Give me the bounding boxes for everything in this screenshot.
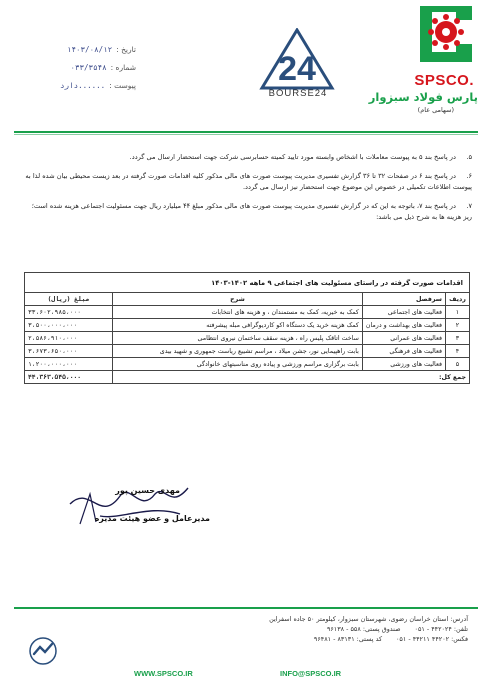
paragraph-text: در پاسخ بند ۶ در صفحات ۳۲ تا ۳۶ گزارش تفسیری مدیریت پیوست صورت های مالی مذکور کلیه اقدامات صورت گرفته در بعد زیست محیطی بیان شده لذا به پیوست اطلاعات تکمیلی در خصوص این موضوع جهت استحضار نیز ارسال می گردد. <box>25 172 472 191</box>
footer-postal-code: کد پستی: ۸۳۱۳۱ - ۹۶۴۸۱ <box>313 635 382 643</box>
table-row <box>25 358 470 371</box>
table-row <box>25 332 470 345</box>
footer-divider <box>14 607 478 609</box>
row-topic: فعالیت های بهداشت و درمان <box>362 319 445 332</box>
table-header-row <box>25 293 470 306</box>
paragraph-number: ۶. <box>466 172 472 180</box>
svg-text:24: 24 <box>278 50 316 88</box>
table-row <box>25 319 470 332</box>
paragraph-number: ۷. <box>466 202 472 210</box>
footer-brand-icon <box>28 636 58 666</box>
spsco-logo-icon <box>414 2 478 66</box>
table-row <box>25 306 470 319</box>
paragraph-7 <box>24 201 472 223</box>
row-idx: ۳ <box>446 332 470 345</box>
bourse24-logo-icon <box>258 28 336 90</box>
paragraph-text: در پاسخ بند ۷، باتوجه به این که در گزارش تفسیری مدیریت پیوست صورت های مالی مذکور مبلغ ۴۴ میلیارد ریال جهت مسئولیت اجتماعی هزینه شده است؛ ریز هزینه ها به شرح ذیل می باشد: <box>31 202 472 221</box>
spsco-subtitle: (سهامی عام) <box>417 106 454 114</box>
footer-website-link[interactable]: WWW.SPSCO.IR <box>134 669 193 678</box>
footer-phone: تلفن: ۴۴۲۰۲۴ - ۰۵۱ <box>414 625 468 633</box>
row-amount: ۳،۵۰۰،۰۰۰،۰۰۰ <box>25 319 113 332</box>
row-idx: ۴ <box>446 345 470 358</box>
row-topic: فعالیت های فرهنگی <box>362 345 445 358</box>
spsco-name-en: SPSCO. <box>414 72 474 89</box>
header-divider-thin <box>14 134 478 135</box>
csr-table-wrapper <box>24 272 470 384</box>
footer-address: آدرس: استان خراسان رضوی، شهرستان سبزوار، کیلومتر ۵۰ جاده اسفراین <box>269 615 468 623</box>
footer-fax: فکس: ۴۴۲۰۲ ۴۴۲۱۱ - ۰۵۱ <box>396 635 468 643</box>
bourse24-logo-text: BOURSE24 <box>268 88 328 99</box>
letter-body <box>24 152 472 231</box>
table-total-row <box>25 371 470 384</box>
letter-header <box>0 0 492 130</box>
spsco-name-fa: پارس فولاد سبزوار <box>368 90 478 104</box>
letter-meta <box>36 40 136 94</box>
header-idx: ردیف <box>446 293 470 306</box>
row-desc: بابت برگزاری مراسم ورزشی و پیاده روی مناسبتهای خانوادگی <box>113 358 363 371</box>
row-topic: فعالیت های عمرانی <box>362 332 445 345</box>
table-row <box>25 345 470 358</box>
footer-po-box: صندوق پستی: ۵۵۸ - ۹۶۱۳۸ <box>326 625 401 633</box>
total-value: ۴۴،۳۶۳،۵۴۵،۰۰۰ <box>25 371 113 384</box>
row-desc: کمک به خیریه، کمک به مستمندان ، و هزینه های انتخابات <box>113 306 363 319</box>
footer-email-link[interactable]: INFO@SPSCO.IR <box>280 669 342 678</box>
row-amount: ۳۳،۶۰۲،۹۸۵،۰۰۰ <box>25 306 113 319</box>
row-topic: فعالیت های اجتماعی <box>362 306 445 319</box>
footer-fax-row <box>208 634 468 644</box>
meta-number-value: ۰۳۳/۳۵۴۸ <box>70 62 107 72</box>
meta-number-label: شماره : <box>110 62 136 72</box>
meta-date-value: ۱۴۰۳/۰۸/۱۲ <box>67 44 113 54</box>
footer-address-block <box>208 614 468 644</box>
footer-contact-bar <box>0 666 492 682</box>
signature-block <box>60 474 210 544</box>
header-divider <box>14 131 478 133</box>
row-desc: ساخت اتاقک پلیس راه ، هزینه سقف ساختمان نیروی انتظامی <box>113 332 363 345</box>
meta-attachment-value: ......دارد <box>60 80 106 90</box>
meta-date-row <box>36 40 136 58</box>
meta-attachment-row <box>36 76 136 94</box>
row-idx: ۱ <box>446 306 470 319</box>
signatory-role: مدیرعامل و عضو هیئت مدیره <box>94 514 210 523</box>
signature-scribble-icon <box>60 474 210 534</box>
paragraph-text: در پاسخ بند ۵ به پیوست معاملات با اشخاص وابسته مورد تایید کمیته حسابرسی شرکت جهت استحضار ارسال می گردد. <box>129 153 456 161</box>
row-desc: کمک هزینه خرید یک دستگاه اکو کاردیوگرافی مبله پیشرفته <box>113 319 363 332</box>
paragraph-5 <box>24 152 472 163</box>
row-amount: ۳،۶۷۳،۶۵۰،۰۰۰ <box>25 345 113 358</box>
total-label: جمع کل: <box>113 371 470 384</box>
row-topic: فعالیت های ورزشی <box>362 358 445 371</box>
paragraph-number: ۵. <box>466 153 472 161</box>
row-idx: ۵ <box>446 358 470 371</box>
csr-table <box>24 272 470 384</box>
signatory-name: مهدی حسین پور <box>115 486 180 495</box>
header-topic: سرفصل <box>362 293 445 306</box>
paragraph-6 <box>24 171 472 193</box>
row-amount: ۲،۵۸۶،۹۱۰،۰۰۰ <box>25 332 113 345</box>
footer-phone-row <box>208 624 468 634</box>
row-desc: بابت راهپیمایی نور، جشن میلاد ، مراسم تشییع ریاست جمهوری و شهید بیدی <box>113 345 363 358</box>
table-title: اقدامات صورت گرفته در راستای مسئولیت های اجتماعی ۹ ماهه ۱۴۰۲-۱۴۰۳ <box>25 273 470 293</box>
table-title-row <box>25 273 470 293</box>
meta-date-label: تاریخ : <box>116 44 136 54</box>
row-idx: ۲ <box>446 319 470 332</box>
meta-number-row <box>36 58 136 76</box>
header-desc: شرح <box>113 293 363 306</box>
row-amount: ۱،۲۰۰،۰۰۰،۰۰۰ <box>25 358 113 371</box>
header-amount: مبلغ (ریال) <box>25 293 113 306</box>
meta-attachment-label: پیوست : <box>109 80 136 90</box>
